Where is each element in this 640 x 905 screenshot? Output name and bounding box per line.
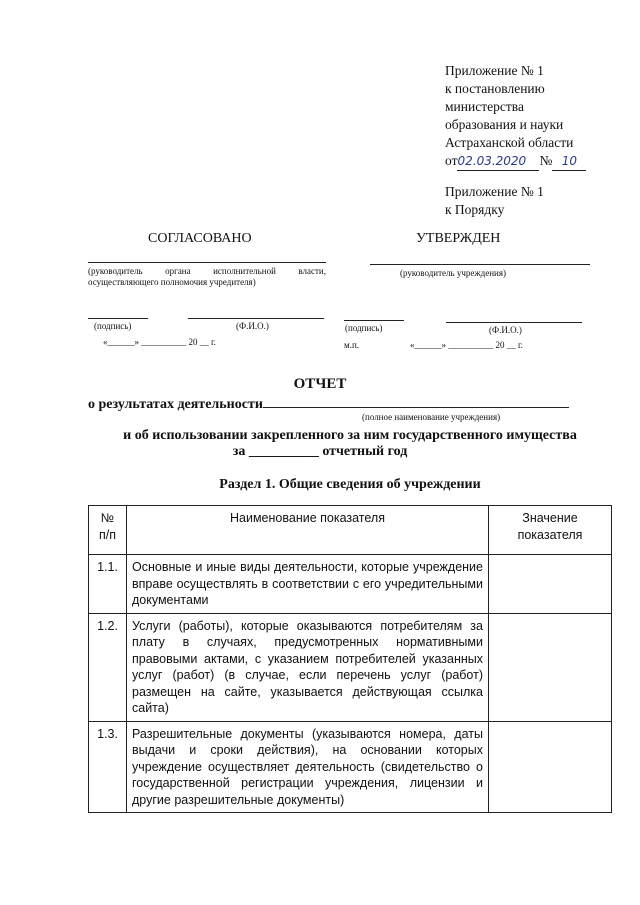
col-header-number: № п/п: [89, 506, 127, 555]
approved-caption: (руководитель учреждения): [400, 268, 506, 278]
appendix-line: образования и науки: [445, 117, 564, 132]
agreed-date-line: «______» __________ 20 __ г.: [103, 337, 216, 347]
agreed-signature-line: [88, 318, 148, 319]
col-header-indicator: Наименование показателя: [127, 506, 489, 555]
appendix-line: Астраханской области: [445, 135, 574, 150]
appendix-line: Приложение № 1: [445, 63, 544, 78]
col-header-value: Значение показателя: [489, 506, 612, 555]
agreed-signatory-line: [88, 262, 326, 263]
row-number: 1.2.: [89, 613, 127, 721]
stamp-mark: м.п.: [344, 340, 360, 350]
approved-heading: УТВЕРЖДЕН: [416, 231, 501, 246]
date-prefix: от: [445, 153, 458, 168]
agreed-fio-line: [188, 318, 324, 319]
general-info-table: [88, 505, 612, 813]
agreed-fio-caption: (Ф.И.О.): [236, 321, 269, 331]
decree-date: 02.03.2020: [457, 152, 539, 171]
decree-number: 10: [552, 152, 586, 171]
appendix-procedure-block: [445, 183, 544, 219]
report-line-3: за __________ отчетный год: [232, 444, 408, 459]
report-line-2: и об использовании закрепленного за ним государственного имущества: [123, 428, 577, 443]
agreed-signature-caption: (подпись): [94, 321, 132, 331]
row-number: 1.1.: [89, 555, 127, 614]
row-indicator: Услуги (работы), которые оказываются потребителям за плату в случаях, предусмотренных нормативными правовыми актами, с указанием потребителей указанных услуг (работ) (в случае, если перечень услуг (работ) размещен на сайте, указывается действующая ссылка сайта): [127, 613, 489, 721]
row-number: 1.3.: [89, 721, 127, 813]
decree-date-line: [445, 152, 586, 171]
table-header-row: [89, 506, 612, 555]
table-row: [89, 555, 612, 614]
institution-name-line: [263, 395, 569, 408]
report-line-1-text: о результатах деятельности: [88, 397, 263, 412]
report-title: ОТЧЕТ: [293, 376, 347, 392]
appendix-order-block: [445, 62, 586, 171]
table-row: [89, 721, 612, 813]
appendix-line: Приложение № 1: [445, 184, 544, 199]
approved-fio-caption: (Ф.И.О.): [489, 325, 522, 335]
approved-signature-caption: (подпись): [345, 323, 383, 333]
approved-date-line: «______» __________ 20 __ г.: [410, 340, 523, 350]
row-indicator: Основные и иные виды деятельности, которые учреждение вправе осуществлять в соответствии с его учредительными документами: [127, 555, 489, 614]
appendix-line: министерства: [445, 99, 524, 114]
section-title: Раздел 1. Общие сведения об учреждении: [219, 477, 481, 492]
row-value: [489, 613, 612, 721]
report-line-1: [88, 395, 569, 413]
approved-fio-line: [446, 322, 582, 323]
institution-name-caption: (полное наименование учреждения): [362, 412, 501, 422]
table-row: [89, 613, 612, 721]
agreed-caption: (руководитель органа исполнительной власти, осуществляющего полномочия учредителя): [88, 266, 326, 287]
row-value: [489, 721, 612, 813]
agreed-heading: СОГЛАСОВАНО: [148, 231, 252, 246]
appendix-line: к постановлению: [445, 81, 545, 96]
approved-signatory-line: [370, 264, 590, 265]
row-indicator: Разрешительные документы (указываются номера, даты выдачи и сроки действия), на основании которых учреждение осуществляет деятельность (свидетельство о государственной регистрации учреждения, лицензии и другие разрешительные документы): [127, 721, 489, 813]
number-sign: №: [539, 153, 553, 168]
row-value: [489, 555, 612, 614]
approved-signature-line: [344, 320, 404, 321]
appendix-line: к Порядку: [445, 202, 505, 217]
